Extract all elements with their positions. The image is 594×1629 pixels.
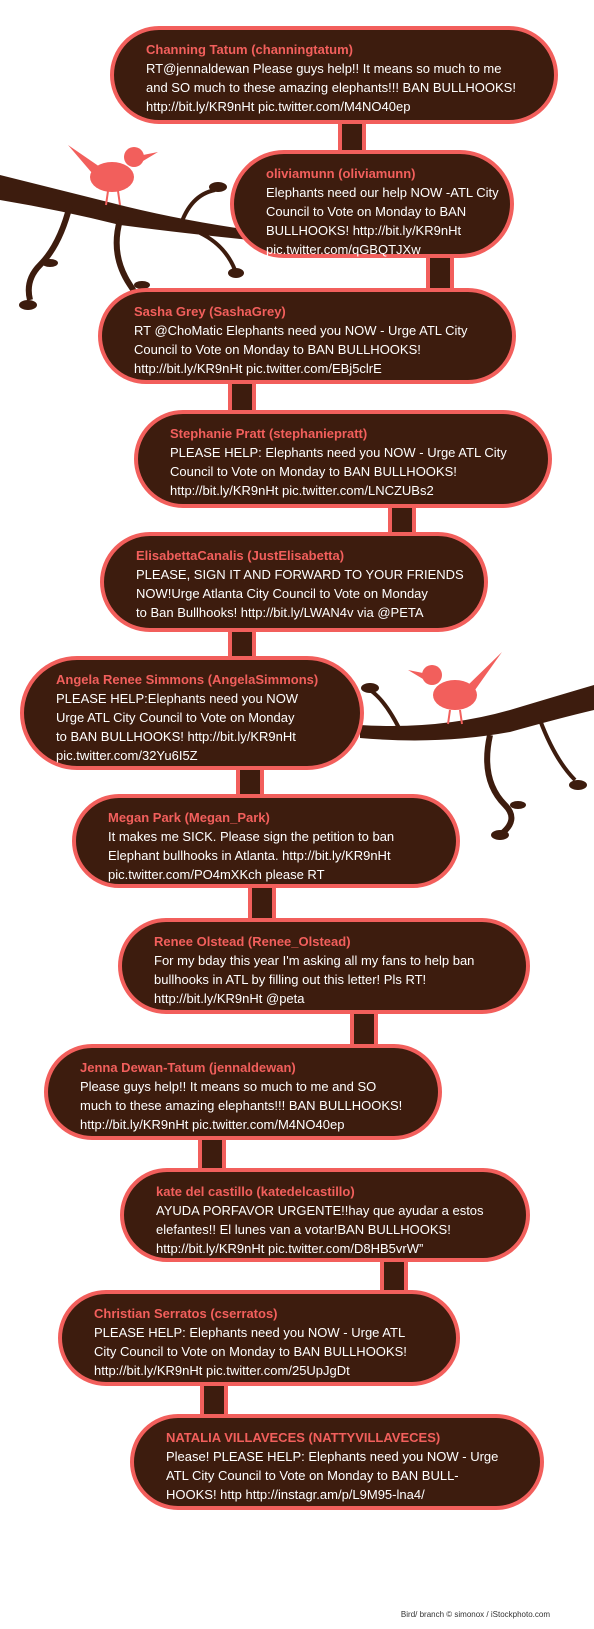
tweet-text: For my bday this year I'm asking all my fans to help ban bullhooks in ATL by filling out this letter! Pls RT! http://bit.ly/KR9nHt @peta [154, 953, 475, 1006]
tweet-card [130, 1414, 544, 1510]
tweet-text: Please! PLEASE HELP: Elephants need you NOW - Urge ATL City Council to Vote on Monday to BAN BULL- HOOKS! http http://instagr.am/p/L9M95-lna4/ [166, 1449, 499, 1502]
tweet-author: NATALIA VILLAVECES (NATTYVILLAVECES) [166, 1430, 441, 1445]
tweet-card [44, 1044, 442, 1140]
connector [350, 1008, 378, 1048]
tweet-card [72, 794, 460, 888]
tweet-author: Jenna Dewan-Tatum (jennaldewan) [80, 1060, 296, 1075]
tweet-card [110, 26, 558, 124]
tweet-card [98, 288, 516, 384]
tweet-text: PLEASE, SIGN IT AND FORWARD TO YOUR FRIENDS NOW!Urge Atlanta City Council to Vote on Monday to Ban Bullhooks! http://bit.ly/LWAN4v via @PETA [136, 567, 464, 620]
tweet-author: Angela Renee Simmons (AngelaSimmons) [56, 672, 319, 687]
tweet-author: Christian Serratos (cserratos) [94, 1306, 278, 1321]
tweet-text: Please guys help!! It means so much to me and SO much to these amazing elephants!!! BAN BULLHOOKS! http://bit.ly/KR9nHt pic.twitter.com/M4NO40ep [80, 1079, 403, 1132]
tweet-text: PLEASE HELP:Elephants need you NOW Urge ATL City Council to Vote on Monday to BAN BULLHOOKS! http://bit.ly/KR9nHt pic.twitter.com/32Yu6I5Z [56, 691, 299, 763]
tweet-author: Channing Tatum (channingtatum) [146, 42, 354, 57]
tweet-text: Elephants need our help NOW -ATL City Council to Vote on Monday to BAN BULLHOOKS! http://bit.ly/KR9nHt pic.twitter.com/qGBQTJXw [266, 185, 499, 257]
tweet-author: kate del castillo (katedelcastillo) [156, 1184, 355, 1199]
tweet-author: Renee Olstead (Renee_Olstead) [154, 934, 351, 949]
connector [248, 882, 276, 922]
tweet-card [230, 150, 514, 258]
tweet-card [20, 656, 364, 770]
tweet-text: PLEASE HELP: Elephants need you NOW - Urge ATL City Council to Vote on Monday to BAN BULLHOOKS! http://bit.ly/KR9nHt pic.twitter.com/LNCZUBs2 [170, 445, 507, 498]
tweet-author: ElisabettaCanalis (JustElisabetta) [136, 548, 345, 563]
tweet-text: It makes me SICK. Please sign the petition to ban Elephant bullhooks in Atlanta. http://bit.ly/KR9nHt pic.twitter.com/PO4mXKch please RT [108, 829, 395, 882]
tweet-author: Sasha Grey (SashaGrey) [134, 304, 286, 319]
tweet-author: Stephanie Pratt (stephaniepratt) [170, 426, 368, 441]
tweet-text: PLEASE HELP: Elephants need you NOW - Urge ATL City Council to Vote on Monday to BAN BULLHOOKS! http://bit.ly/KR9nHt pic.twitter.com/25UpJgDt [94, 1325, 407, 1378]
tweet-author: oliviamunn (oliviamunn) [266, 166, 416, 181]
tweet-text: AYUDA PORFAVOR URGENTE!!hay que ayudar a estos elefantes!! El lunes van a votar!BAN BULLHOOKS! http://bit.ly/KR9nHt pic.twitter.com/D8HB5vrW” [156, 1203, 484, 1256]
tweet-card [120, 1168, 530, 1262]
tweet-card [134, 410, 552, 508]
tweet-card [58, 1290, 460, 1386]
tweet-text: RT@jennaldewan Please guys help!! It means so much to me and SO much to these amazing elephants!!! BAN BULLHOOKS! http://bit.ly/KR9nHt pic.twitter.com/M4NO40ep [146, 61, 516, 114]
tweet-author: Megan Park (Megan_Park) [108, 810, 270, 825]
tweet-text: RT @ChoMatic Elephants need you NOW - Urge ATL City Council to Vote on Monday to BAN BULLHOOKS! http://bit.ly/KR9nHt pic.twitter.com/EBj5clrE [134, 323, 468, 376]
tweet-card [100, 532, 488, 632]
tweet-card [118, 918, 530, 1014]
image-credit: Bird/ branch © simonox / iStockphoto.com [400, 1610, 550, 1619]
